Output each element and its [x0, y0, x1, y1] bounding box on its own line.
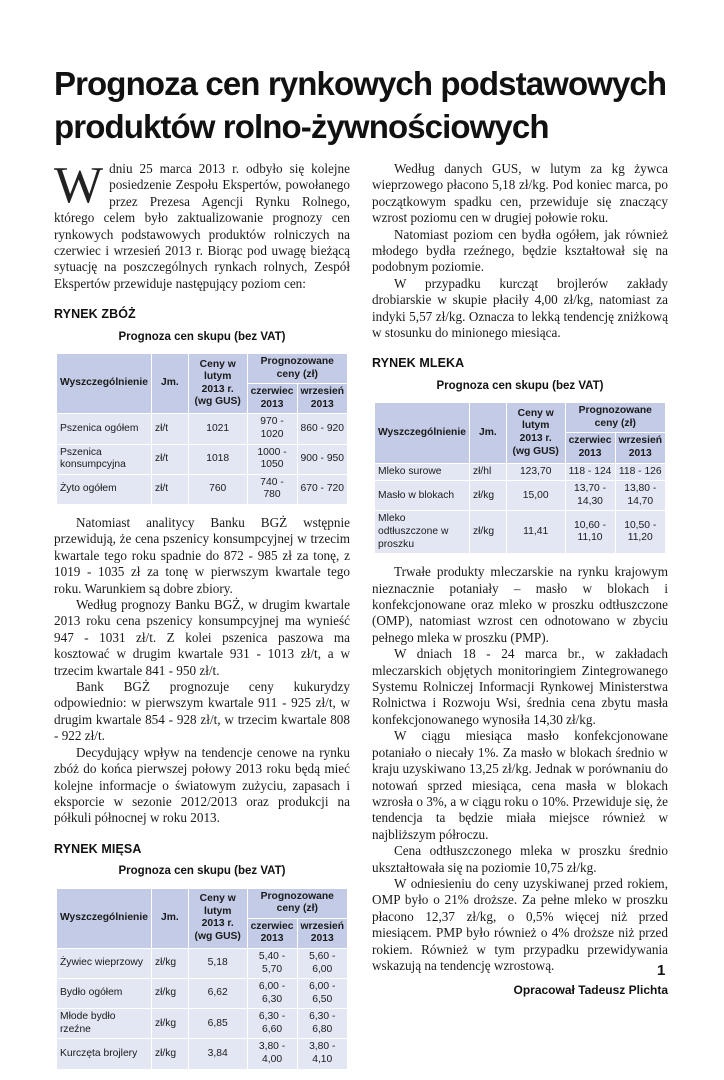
table-row [57, 444, 348, 474]
cell-unit: zł/t [151, 474, 188, 504]
cell-jun: 1000 - 1050 [247, 444, 297, 474]
cell-jun: 13,70 - 14,30 [565, 481, 615, 511]
header-forecast: Prognozowane ceny (zł) [247, 888, 347, 918]
header-june: czerwiec 2013 [247, 384, 297, 414]
cell-unit: zł/t [151, 444, 188, 474]
grain-paragraph: Bank BGŻ prognozuje ceny kukurydzy odpowiednio: w pierwszym kwartale 911 - 925 zł/t, w drugim kwartale 854 - 928 zł/t, w trzecim kwartale 808 - 922 zł/t. [54, 679, 350, 744]
meat-table-caption: Prognoza cen skupu (bez VAT) [118, 865, 286, 878]
cell-sep: 670 - 720 [297, 474, 348, 504]
cell-sep: 900 - 950 [297, 444, 348, 474]
author-signature: Opracował Tadeusz Plichta [513, 983, 668, 998]
header-unit: Jm. [151, 354, 188, 414]
cell-sep: 3,80 - 4,10 [297, 1039, 348, 1069]
cell-jun: 118 - 124 [565, 463, 615, 481]
table-row [57, 1039, 348, 1069]
cell-unit: zł/kg [151, 1039, 188, 1069]
meat-paragraph: Według danych GUS, w lutym za kg żywca wieprzowego płacono 5,18 zł/kg. Pod koniec marca, po początkowym spadku cen, przewiduje się znaczący wzrost poziomu cen w drugiej połowie roku. [372, 161, 668, 226]
cell-jun: 3,80 - 4,00 [247, 1039, 297, 1069]
cell-name: Pszenica ogółem [57, 414, 152, 444]
cell-name: Kurczęta brojlery [57, 1039, 152, 1069]
milk-paragraph: Trwałe produkty mleczarskie na rynku krajowym nieznacznie potaniały – masło w blokach i konfekcjonowane oraz mleko w proszku odtłuszczone (OMP), natomiast wzrost cen odnotowano w zbyciu pełnego mleka w proszku (PMP). [372, 564, 668, 645]
header-september: wrzesień 2013 [297, 384, 348, 414]
table-row [375, 463, 666, 481]
cell-name: Bydło ogółem [57, 979, 152, 1009]
grain-heading: RYNEK ZBÓŻ [54, 307, 136, 322]
milk-paragraph: W ciągu miesiąca masło konfekcjonowane potaniało o niecały 1%. Za masło w blokach średnio w kraju uzyskiwano 13,25 zł/kg. Jednak w porównaniu do notowań sprzed miesiąca, cena masła w blokach wzrosła o 3%, a w ciągu roku o 10%. Przewiduje się, że tendencja ta będzie miała miejsce również w najbliższym półroczu. [372, 728, 668, 842]
cell-feb: 5,18 [188, 948, 247, 978]
cell-feb: 760 [188, 474, 247, 504]
cell-jun: 970 - 1020 [247, 414, 297, 444]
header-june: czerwiec 2013 [247, 918, 297, 948]
cell-name: Mleko odtłuszczone w proszku [375, 511, 470, 554]
intro-paragraph [54, 157, 350, 292]
cell-sep: 13,80 - 14,70 [615, 481, 666, 511]
cell-jun: 740 - 780 [247, 474, 297, 504]
milk-paragraph: Cena odtłuszczonego mleka w proszku średnio ukształtowała się na poziomie 10,75 zł/kg. [372, 843, 668, 875]
cell-feb: 3,84 [188, 1039, 247, 1069]
header-item: Wyszczególnienie [375, 403, 470, 463]
header-february: Ceny w lutym 2013 r. (wg GUS) [188, 888, 247, 948]
table-row [375, 511, 666, 554]
meat-heading: RYNEK MIĘSA [54, 841, 142, 856]
cell-name: Pszenica konsumpcyjna [57, 444, 152, 474]
cell-unit: zł/kg [151, 948, 188, 978]
milk-heading: RYNEK MLEKA [372, 356, 465, 371]
header-item: Wyszczególnienie [57, 354, 152, 414]
meat-price-table [56, 888, 348, 1070]
header-forecast: Prognozowane ceny (zł) [565, 403, 665, 433]
cell-unit: zł/kg [151, 979, 188, 1009]
cell-jun: 10,60 - 11,10 [565, 511, 615, 554]
cell-sep: 6,30 - 6,80 [297, 1009, 348, 1039]
meat-paragraph: Natomiast poziom cen bydła ogółem, jak również młodego bydła rzeźnego, będzie kształtował się na podobnym poziomie. [372, 226, 668, 275]
cell-sep: 860 - 920 [297, 414, 348, 444]
header-february: Ceny w lutym 2013 r. (wg GUS) [188, 354, 247, 414]
header-item: Wyszczególnienie [57, 888, 152, 948]
header-september: wrzesień 2013 [615, 433, 666, 463]
cell-name: Żywiec wieprzowy [57, 948, 152, 978]
cell-sep: 118 - 126 [615, 463, 666, 481]
cell-feb: 6,62 [188, 979, 247, 1009]
cell-unit: zł/kg [469, 481, 506, 511]
header-unit: Jm. [151, 888, 188, 948]
cell-unit: zł/t [151, 414, 188, 444]
table-row [57, 414, 348, 444]
article-title: Prognoza cen rynkowych podstawowych produktów rolno-żywnościowych [54, 65, 667, 145]
grain-price-table [56, 353, 348, 505]
header-june: czerwiec 2013 [565, 433, 615, 463]
cell-feb: 123,70 [506, 463, 565, 481]
cell-unit: zł/kg [151, 1009, 188, 1039]
table-row [57, 948, 348, 978]
cell-jun: 6,30 - 6,60 [247, 1009, 297, 1039]
header-forecast: Prognozowane ceny (zł) [247, 354, 347, 384]
cell-unit: zł/kg [469, 511, 506, 554]
cell-feb: 11,41 [506, 511, 565, 554]
meat-paragraph: W przypadku kurcząt brojlerów zakłady drobiarskie w skupie płaciły 4,00 zł/kg, natomiast za indyki 5,57 zł/kg. Oznacza to lekką tendencję zniżkową w stosunku do minionego miesiąca. [372, 275, 668, 341]
grain-paragraph: Natomiast analitycy Banku BGŻ wstępnie przewidują, że cena pszenicy konsumpcyjnej w trzecim kwartale tego roku spadnie do 872 - 985 zł za tonę, z 1019 - 1035 zł za tonę w pierwszym kwartale tego roku. Warunkiem są dobre zbiory. [54, 515, 350, 596]
right-column [372, 161, 668, 999]
left-column [54, 157, 350, 1080]
drop-cap: W [54, 157, 104, 214]
milk-paragraph: W odniesieniu do ceny uzyskiwanej przed rokiem, OMP było o 21% droższe. Za pełne mleko w proszku płacono 12,37 zł/kg, o 0,5% więcej niż przed miesiącem. PMP było również o 4% droższe niż przed rokiem. Również w tym przypadku przewidywania wskazują na tendencję wzrostową. [372, 875, 668, 973]
cell-jun: 6,00 - 6,30 [247, 979, 297, 1009]
cell-name: Masło w blokach [375, 481, 470, 511]
table-row [57, 474, 348, 504]
table-row [375, 481, 666, 511]
grain-table-caption: Prognoza cen skupu (bez VAT) [118, 330, 286, 343]
grain-paragraph: Według prognozy Banku BGŻ, w drugim kwartale 2013 roku cena pszenicy konsumpcyjnej ma wynieść 947 - 1031 zł/t. Z kolei pszenica paszowa ma kosztować w drugim kwartale 931 - 1013 zł/t, a w trzecim kwartale 841 - 950 zł/t. [54, 597, 350, 678]
cell-name: Żyto ogółem [57, 474, 152, 504]
header-unit: Jm. [469, 403, 506, 463]
cell-sep: 6,00 - 6,50 [297, 979, 348, 1009]
header-february: Ceny w lutym 2013 r. (wg GUS) [506, 403, 565, 463]
milk-paragraph: W dniach 18 - 24 marca br., w zakładach mleczarskich objętych monitoringiem Zintegrowanego Systemu Rolniczej Informacji Rynkowej Ministerstwa Rolnictwa i Rozwoju Wsi, średnia cena zbytu masła konfekcjonowanego wynosiła 14,30 zł/kg. [372, 646, 668, 727]
cell-name: Mleko surowe [375, 463, 470, 481]
cell-feb: 6,85 [188, 1009, 247, 1039]
cell-unit: zł/hl [469, 463, 506, 481]
grain-paragraph: Decydujący wpływ na tendencje cenowe na rynku zbóż do końca pierwszej połowy 2013 roku będą mieć kolejne informacje o światowym zużyciu, zapasach i eksporcie w sezonie 2012/2013 oraz produkcji na półkuli północnej w roku 2013. [54, 744, 350, 826]
cell-name: Młode bydło rzeźne [57, 1009, 152, 1039]
milk-table-caption: Prognoza cen skupu (bez VAT) [436, 379, 604, 392]
cell-sep: 5,60 - 6,00 [297, 948, 348, 978]
milk-price-table [374, 402, 666, 554]
cell-feb: 1018 [188, 444, 247, 474]
intro-text: dniu 25 marca 2013 r. odbyło się kolejne posiedzenie Zespołu Ekspertów, powołanego przez Prezesa Agencji Rynku Rolnego, którego celem było zaktualizowanie prognozy cen rynkowych podstawowych produktów rolniczych na czerwiec i wrzesień 2013 r. Biorąc pod uwagę bieżącą sytuację na poszczególnych rynkach rolnych, Zespół Ekspertów przewiduje następujący poziom cen: [54, 161, 350, 291]
table-row [57, 979, 348, 1009]
cell-jun: 5,40 - 5,70 [247, 948, 297, 978]
page-number: 1 [657, 962, 666, 979]
header-september: wrzesień 2013 [297, 918, 348, 948]
cell-sep: 10,50 - 11,20 [615, 511, 666, 554]
cell-feb: 15,00 [506, 481, 565, 511]
cell-feb: 1021 [188, 414, 247, 444]
